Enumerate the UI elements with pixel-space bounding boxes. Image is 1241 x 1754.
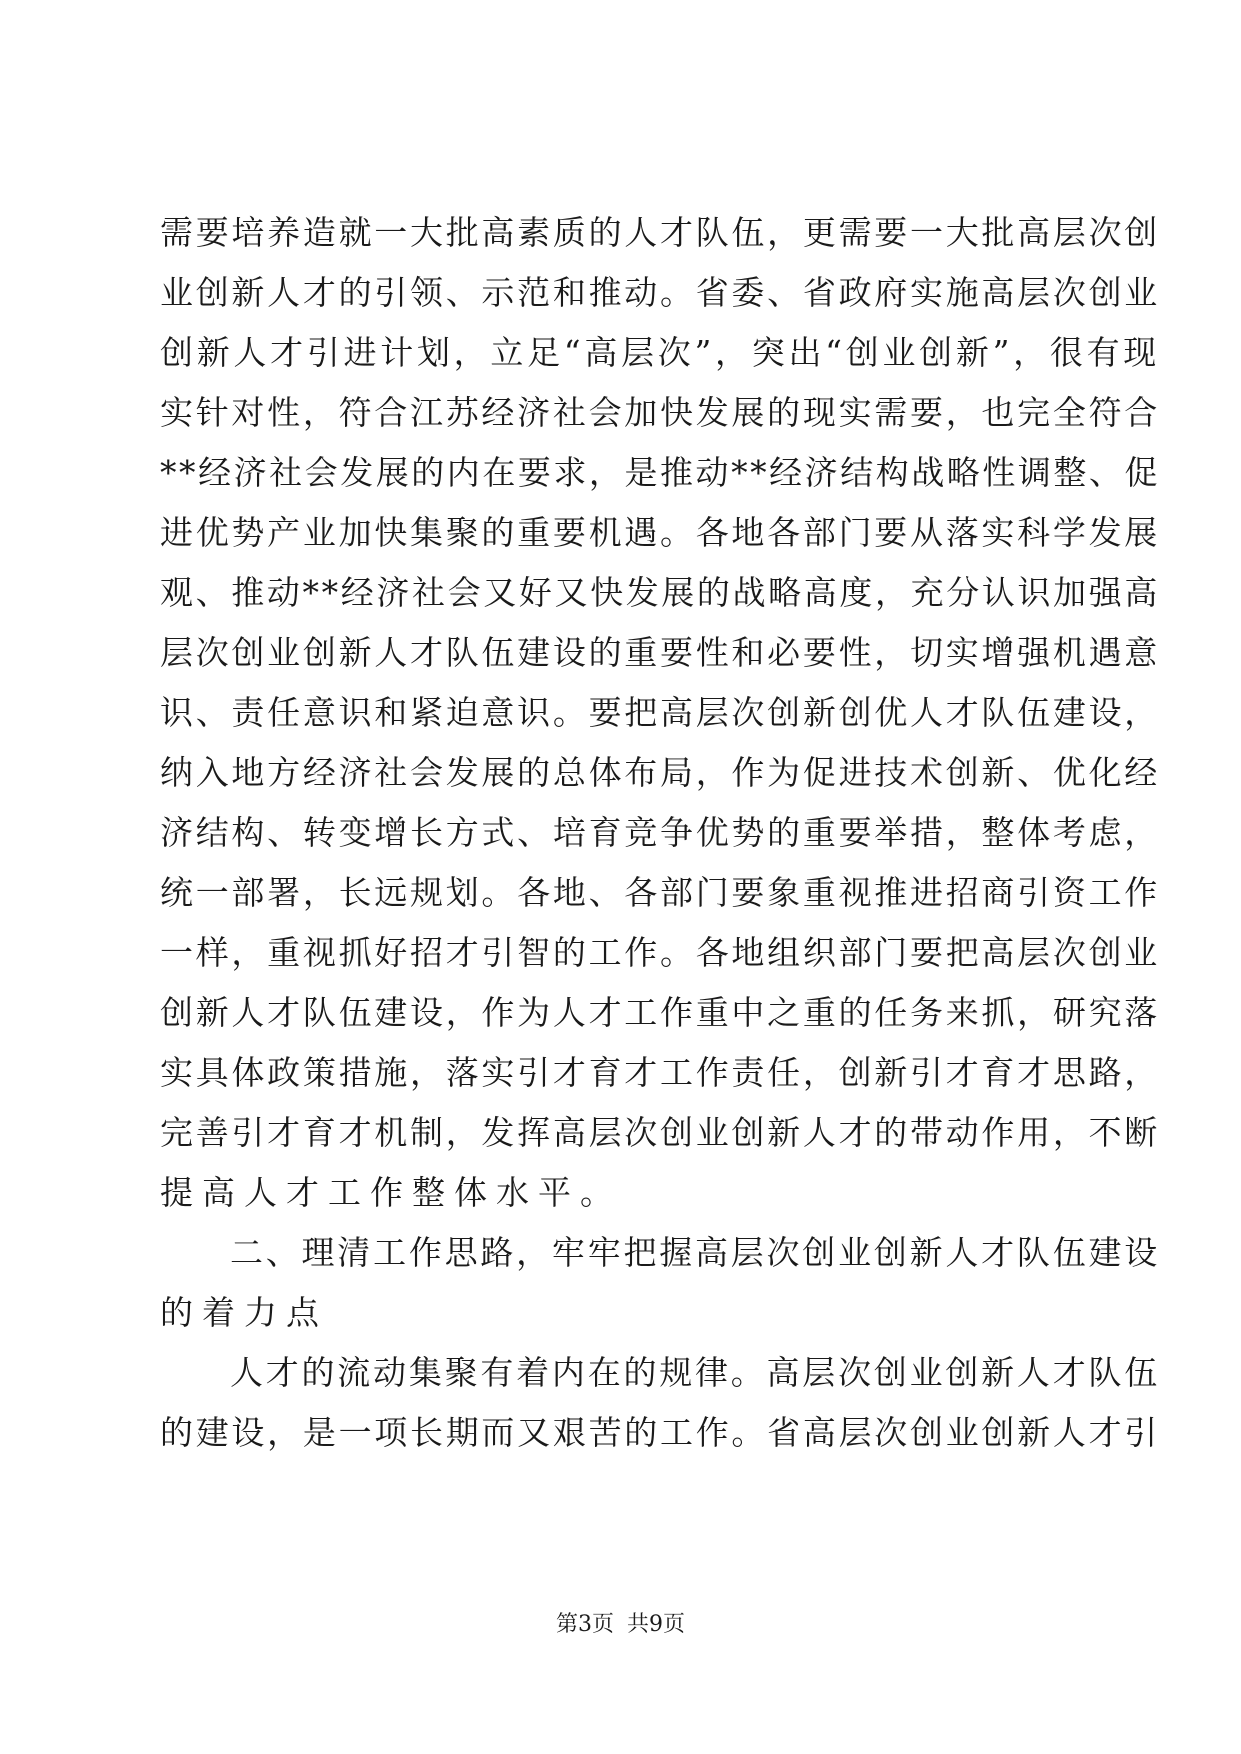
body-line-20: 人才的流动集聚有着内在的规律。高层次创业创新人才队伍 bbox=[230, 1353, 1160, 1392]
page-total: 共9页 bbox=[627, 1612, 685, 1637]
body-line-7: 观、推动**经济社会又好又快发展的战略高度，充分认识加强高 bbox=[160, 573, 1160, 612]
body-line-12: 统一部署，长远规划。各地、各部门要象重视推进招商引资工作 bbox=[160, 873, 1160, 912]
body-line-4: 实针对性，符合江苏经济社会加快发展的现实需要，也完全符合 bbox=[160, 393, 1160, 432]
body-line-5: **经济社会发展的内在要求，是推动**经济结构战略性调整、促 bbox=[160, 453, 1160, 492]
section-heading: 二、理清工作思路，牢牢把握高层次创业创新人才队伍建设 bbox=[230, 1233, 1160, 1272]
page-number: 第3页 bbox=[556, 1612, 614, 1637]
body-line-21: 的建设，是一项长期而又艰苦的工作。省高层次创业创新人才引 bbox=[160, 1413, 1160, 1452]
body-line-11: 济结构、转变增长方式、培育竞争优势的重要举措，整体考虑， bbox=[160, 813, 1160, 852]
body-line-6: 进优势产业加快集聚的重要机遇。各地各部门要从落实科学发展 bbox=[160, 513, 1160, 552]
body-line-3: 创新人才引进计划，立足“高层次”，突出“创业创新”，很有现 bbox=[160, 333, 1160, 372]
body-line-2: 业创新人才的引领、示范和推动。省委、省政府实施高层次创业 bbox=[160, 273, 1160, 312]
page-footer bbox=[0, 1610, 1241, 1640]
body-line-15: 实具体政策措施，落实引才育才工作责任，创新引才育才思路， bbox=[160, 1053, 1160, 1092]
section-heading-continued: 的着力点 bbox=[160, 1293, 328, 1332]
body-line-1: 需要培养造就一大批高素质的人才队伍，更需要一大批高层次创 bbox=[160, 213, 1160, 252]
body-line-8: 层次创业创新人才队伍建设的重要性和必要性，切实增强机遇意 bbox=[160, 633, 1160, 672]
body-line-16: 完善引才育才机制，发挥高层次创业创新人才的带动作用，不断 bbox=[160, 1113, 1160, 1152]
body-line-14: 创新人才队伍建设，作为人才工作重中之重的任务来抓，研究落 bbox=[160, 993, 1160, 1032]
body-line-10: 纳入地方经济社会发展的总体布局，作为促进技术创新、优化经 bbox=[160, 753, 1160, 792]
body-line-17: 提高人才工作整体水平。 bbox=[160, 1173, 622, 1212]
body-line-9: 识、责任意识和紧迫意识。要把高层次创新创优人才队伍建设， bbox=[160, 693, 1160, 732]
body-line-13: 一样，重视抓好招才引智的工作。各地组织部门要把高层次创业 bbox=[160, 933, 1160, 972]
